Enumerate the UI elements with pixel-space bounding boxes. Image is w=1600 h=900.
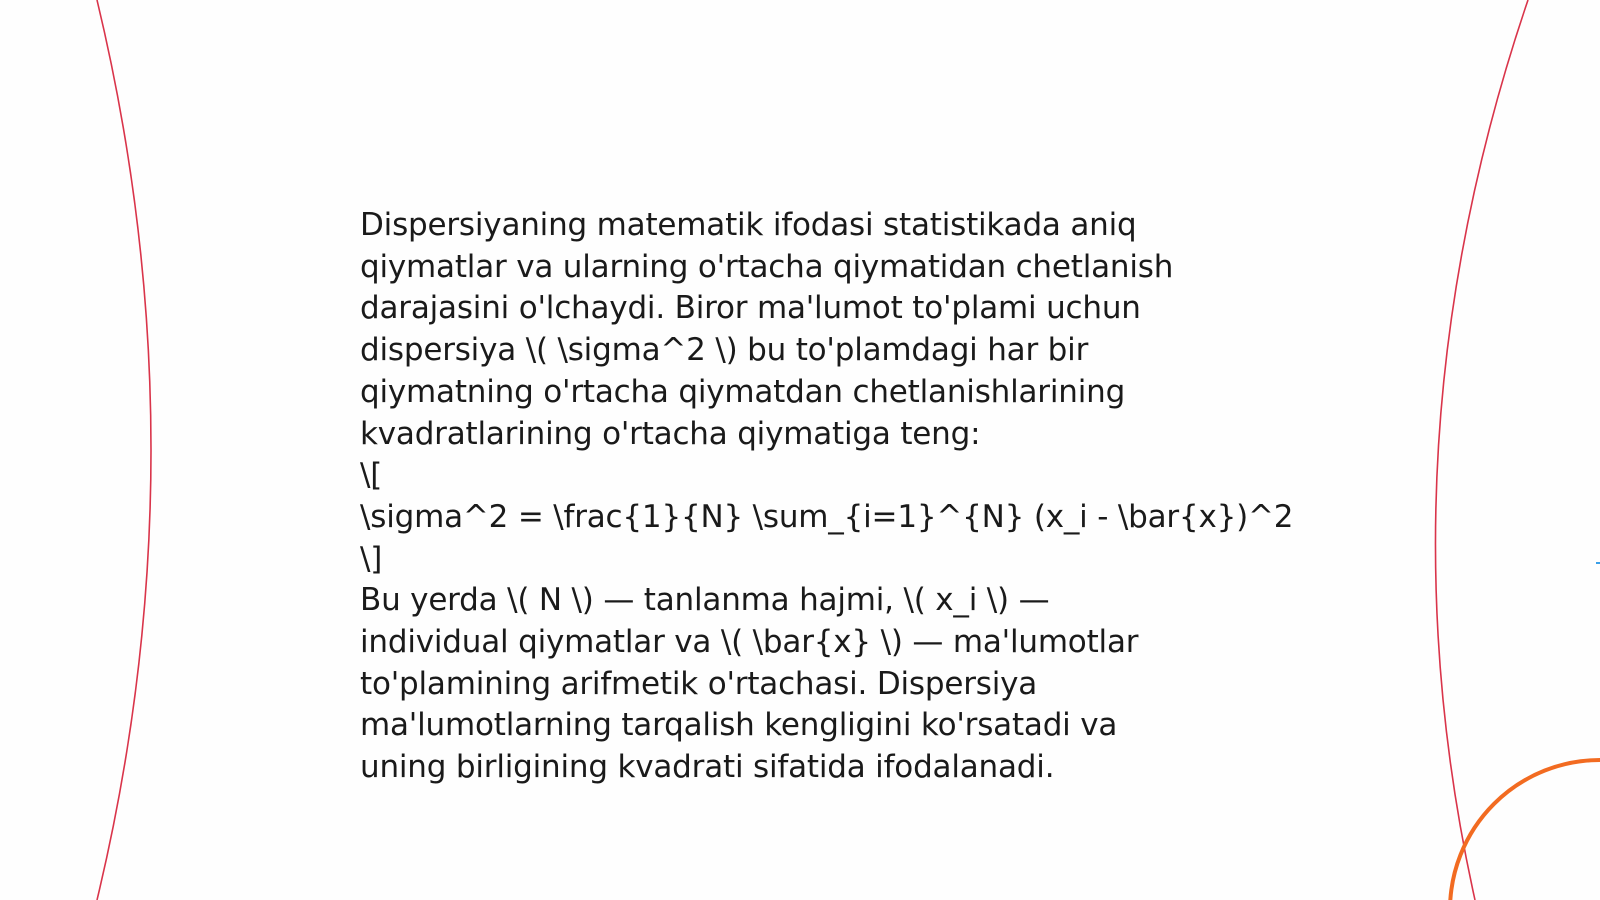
right-curve-line [1435, 0, 1528, 900]
text-line: dispersiya \( \sigma^2 \) bu to'plamdagi har bir [360, 332, 1089, 369]
orange-arc [1450, 760, 1600, 900]
formula-close: \] [360, 540, 383, 577]
text-line: individual qiymatlar va \( \bar{x} \) — ma'lumotlar [360, 624, 1139, 661]
text-line: darajasini o'lchaydi. Biror ma'lumot to'plami uchun [360, 290, 1141, 327]
formula: \sigma^2 = \frac{1}{N} \sum_{i=1}^{N} (x_i - \bar{x})^2 [360, 498, 1294, 535]
text-line: qiymatlar va ularning o'rtacha qiymatidan chetlanish [360, 248, 1174, 285]
text-line: qiymatning o'rtacha qiymatdan chetlanishlarining [360, 373, 1126, 410]
text-line: uning birligining kvadrati sifatida ifodalanadi. [360, 749, 1055, 786]
left-curve-line [97, 0, 151, 900]
text-line: ma'lumotlarning tarqalish kengligini ko'rsatadi va [360, 707, 1118, 744]
text-line: Bu yerda \( N \) — tanlanma hajmi, \( x_i \) — [360, 582, 1050, 619]
formula-open: \[ [360, 457, 383, 494]
text-line: kvadratlarining o'rtacha qiymatiga teng: [360, 415, 981, 452]
text-line: Dispersiyaning matematik ifodasi statistikada aniq [360, 207, 1137, 243]
body-text [360, 205, 1294, 789]
text-line: to'plamining arifmetik o'rtachasi. Dispersiya [360, 665, 1038, 702]
